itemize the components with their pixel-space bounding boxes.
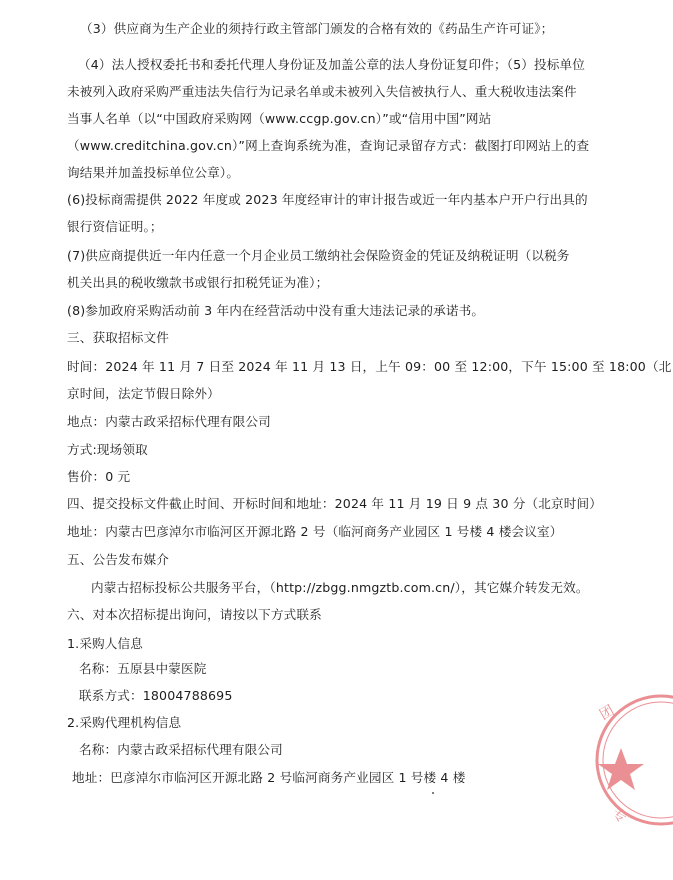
- text-line: 售价：0 元: [67, 469, 131, 484]
- text-line: 内蒙古招标投标公共服务平台，（http://zbgg.nmgztb.com.cn/），其它媒介转发无效。: [91, 580, 589, 595]
- official-seal-stamp: [591, 680, 673, 840]
- text-line: （3）供应商为生产企业的须持行政主管部门颁发的合格有效的《药品生产许可证》；: [80, 21, 554, 36]
- text-line: 京时间，法定节假日除外）: [67, 386, 220, 401]
- text-line: 银行资信证明。；: [67, 219, 163, 234]
- text-line: 机关出具的税收缴款书或银行扣税凭证为准）；: [67, 275, 329, 290]
- text-line: 方式:现场领取: [67, 442, 148, 457]
- text-line: 2.采购代理机构信息: [67, 715, 182, 730]
- text-line: （www.creditchina.gov.cn）”网上查询系统为准，查询记录留存方式：截图打印网站上的查: [67, 138, 590, 153]
- svg-text:专: 专: [609, 805, 630, 827]
- text-line: 地址：巴彦淖尔市临河区开源北路 2 号临河商务产业园区 1 号楼 4 楼: [72, 770, 466, 785]
- text-line: (6)投标商需提供 2022 年度或 2023 年度经审计的审计报告或近一年内基本户开户行出具的: [67, 192, 588, 207]
- text-line: (7)供应商提供近一年内任意一个月企业员工缴纳社会保险资金的凭证及纳税证明（以税务: [67, 248, 570, 263]
- text-line: (8)参加政府采购活动前 3 年内在经营活动中没有重大违法记录的承诺书。: [67, 303, 485, 318]
- text-line: 时间：2024 年 11 月 7 日至 2024 年 11 月 13 日，上午 09：00 至 12:00，下午 15:00 至 18:00（北: [67, 359, 672, 374]
- text-line: 联系方式：18004788695: [79, 688, 233, 703]
- speck: [432, 792, 434, 794]
- text-line: 未被列入政府采购严重违法失信行为记录名单或未被列入失信被执行人、重大税收违法案件: [67, 84, 577, 99]
- text-line: 地点：内蒙古政采招标代理有限公司: [67, 414, 271, 429]
- section-heading: 五、公告发布媒介: [67, 552, 169, 567]
- section-heading: 四、提交投标文件截止时间、开标时间和地址：2024 年 11 月 19 日 9 点 30 分（北京时间）: [67, 496, 602, 511]
- svg-text:团: 团: [597, 702, 618, 724]
- text-line: 当事人名单（以“中国政府采购网（www.ccgp.gov.cn）”或“信用中国”网站: [67, 111, 492, 126]
- text-line: 地址：内蒙古巴彦淖尔市临河区开源北路 2 号（临河商务产业园区 1 号楼 4 楼会议室）: [67, 524, 563, 539]
- text-line: 名称：内蒙古政采招标代理有限公司: [79, 742, 283, 757]
- text-line: （4）法人授权委托书和委托代理人身份证及加盖公章的法人身份证复印件；（5）投标单位: [78, 57, 586, 72]
- section-heading: 六、对本次招标提出询问，请按以下方式联系: [67, 607, 322, 622]
- text-line: 名称：五原县中蒙医院: [79, 661, 207, 676]
- section-heading: 三、获取招标文件: [67, 330, 169, 345]
- text-line: 1.采购人信息: [67, 636, 144, 651]
- text-line: 询结果并加盖投标单位公章）。: [67, 165, 240, 180]
